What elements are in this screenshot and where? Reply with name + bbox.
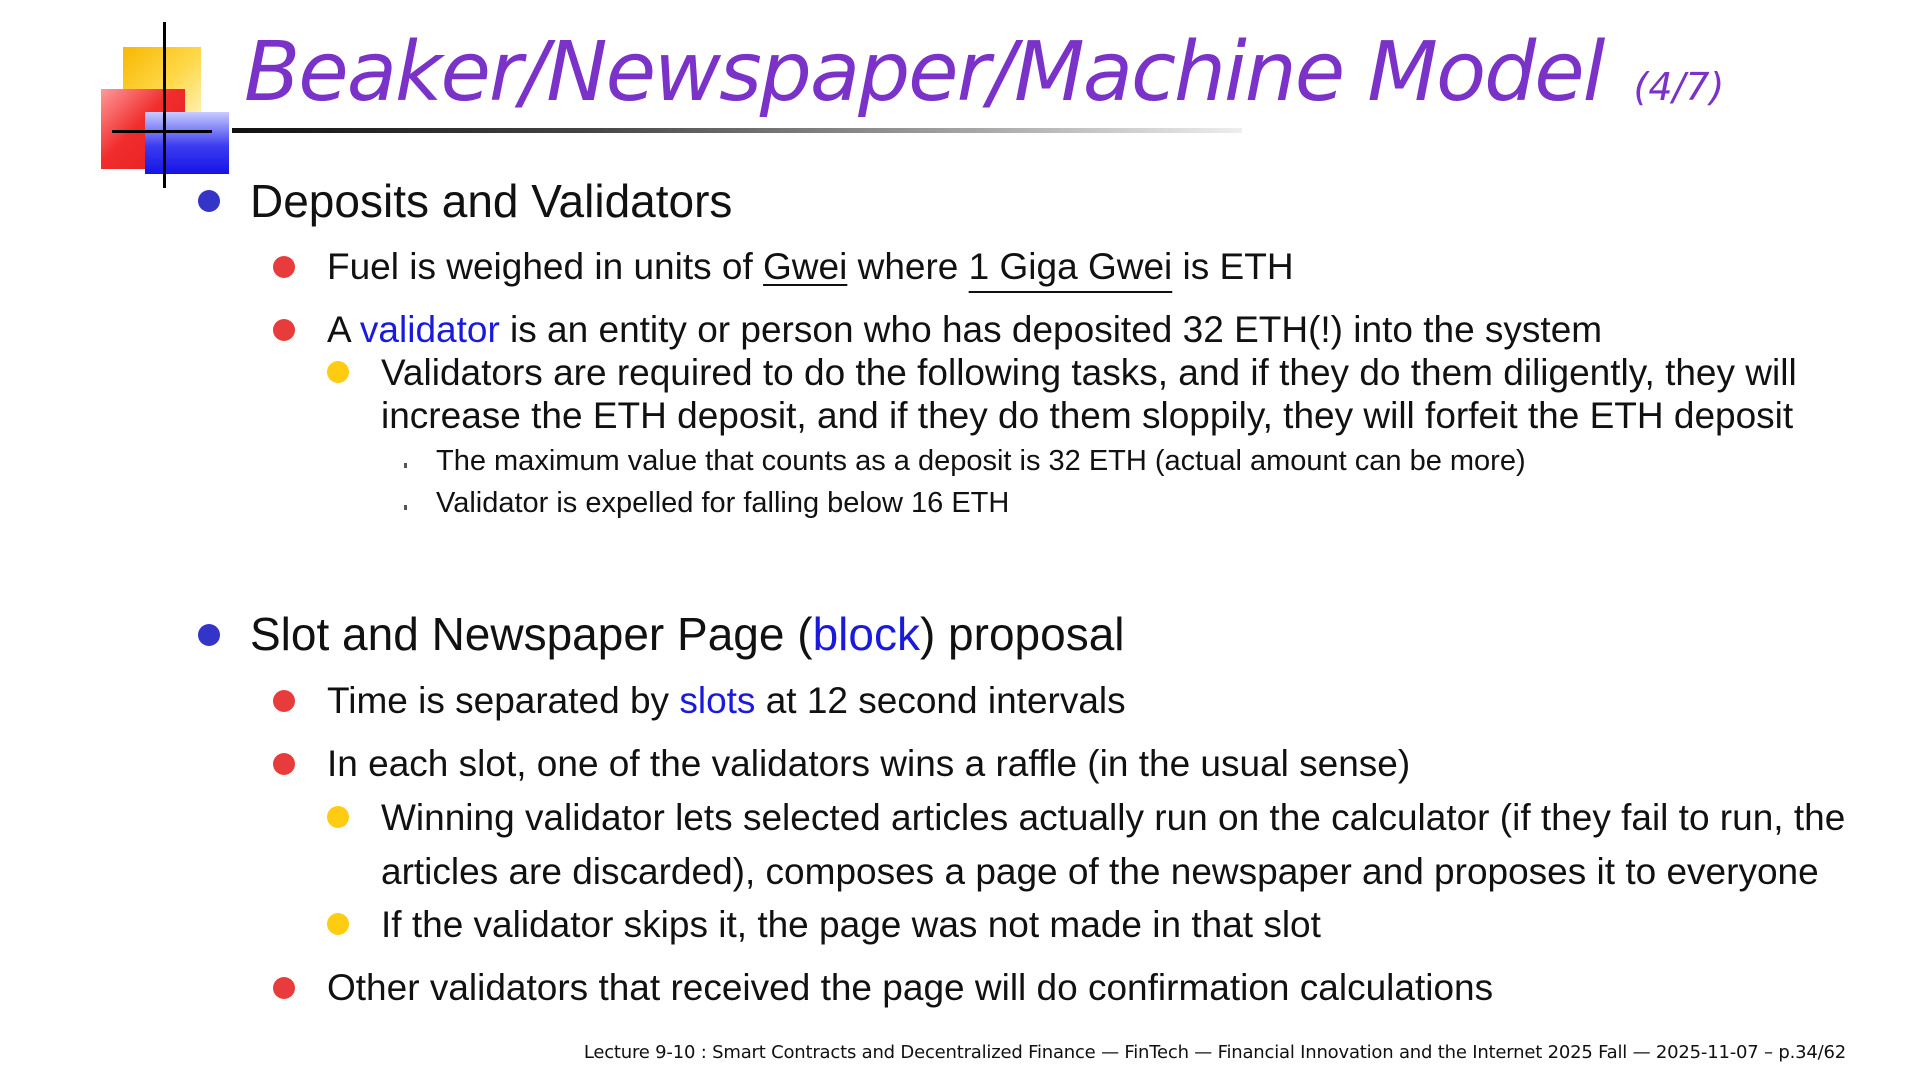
time-text-after: at 12 second intervals: [755, 680, 1126, 721]
bullet-level2: [273, 256, 295, 278]
slot-heading-after: ) proposal: [919, 608, 1125, 660]
bullet-level1: [198, 190, 220, 212]
bullet-level3: [327, 913, 349, 935]
validator-tasks-line1: Validators are required to do the following tasks, and if they do them diligently, they will: [381, 352, 1797, 393]
bullet-confirmation: Other validators that received the page will do confirmation calculations: [327, 967, 1494, 1008]
slots-term: slots: [679, 680, 756, 721]
slide-footer: Lecture 9-10 : Smart Contracts and Decentralized Finance — FinTech — Financial Innovation and the Internet 2025 Fall — 2025-11-07 – p.34/62: [583, 1042, 1846, 1063]
bullet-level2: [273, 690, 295, 712]
section-heading-deposits: Deposits and Validators: [250, 175, 733, 227]
bullet-level2: [273, 319, 295, 341]
time-text-before: Time is separated by: [327, 680, 680, 721]
bullet-level3: [327, 806, 349, 828]
validator-text-before: A: [327, 309, 360, 350]
fuel-text-after: is ETH: [1172, 246, 1294, 287]
section-heading-slot: [250, 606, 1125, 662]
bullet-time-slots: [327, 678, 1126, 723]
slide-logo: [99, 22, 234, 190]
bullet-level4: [404, 505, 407, 510]
slide-title-text: Beaker/Newspaper/Machine Model: [244, 25, 1604, 120]
bullet-level3: [327, 361, 349, 383]
bullet-level4: [404, 463, 407, 468]
block-term: block: [812, 608, 920, 660]
gwei-term: Gwei: [763, 246, 848, 287]
bullet-validator-definition: [327, 307, 1602, 352]
logo-blue-square: [145, 112, 229, 174]
logo-vertical-line: [163, 22, 166, 188]
slot-heading-before: Slot and Newspaper Page (: [250, 608, 813, 660]
winning-validator-line1: Winning validator lets selected articles actually run on the calculator (if they fail to run, the: [381, 797, 1846, 838]
slide-title-page-indicator: (4/7): [1633, 65, 1725, 109]
fuel-text-middle: where: [847, 246, 969, 287]
giga-gwei-term: 1 Giga Gwei: [968, 246, 1173, 287]
bullet-level1: [198, 624, 220, 646]
validator-tasks-line2: increase the ETH deposit, and if they do them sloppily, they will forfeit the ETH deposit: [381, 395, 1794, 436]
slide-title: [244, 25, 1725, 120]
fuel-text-before: Fuel is weighed in units of: [327, 246, 764, 287]
validator-term: validator: [359, 309, 500, 350]
expelled-note: Validator is expelled for falling below 16 ETH: [436, 487, 1010, 519]
winning-validator-line2: articles are discarded), composes a page of the newspaper and proposes it to everyone: [381, 851, 1819, 892]
bullet-skip: If the validator skips it, the page was not made in that slot: [381, 904, 1321, 945]
logo-horizontal-line: [112, 130, 212, 133]
bullet-level2: [273, 753, 295, 775]
bullet-raffle: In each slot, one of the validators wins a raffle (in the usual sense): [327, 743, 1411, 784]
validator-text-after: is an entity or person who has deposited 32 ETH(!) into the system: [499, 309, 1603, 350]
bullet-fuel-gwei: [327, 244, 1294, 289]
title-rule: [232, 128, 1242, 133]
bullet-level2: [273, 977, 295, 999]
max-deposit-note: The maximum value that counts as a deposit is 32 ETH (actual amount can be more): [436, 445, 1526, 477]
